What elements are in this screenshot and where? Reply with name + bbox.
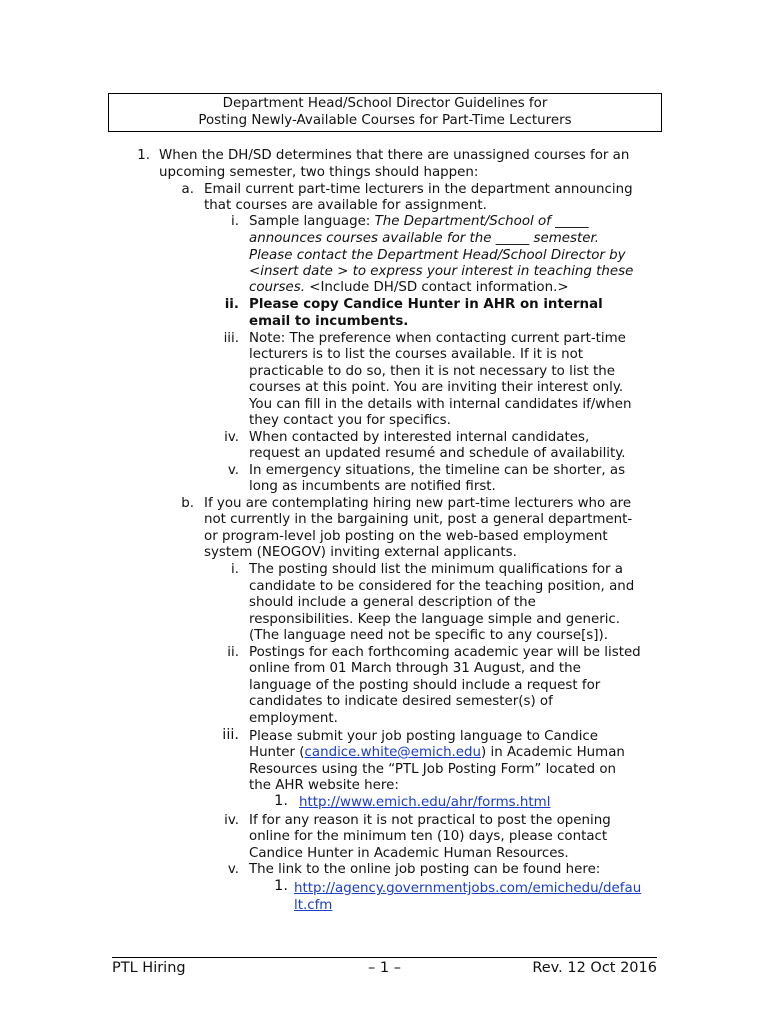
- item-b-iii-number: iii.: [222, 727, 239, 743]
- job-posting-link-line: [294, 880, 641, 897]
- ahr-forms-link[interactable]: http://www.emich.edu/ahr/forms.html: [299, 795, 551, 810]
- item-b-iii-text-line: the AHR website here:: [249, 778, 399, 793]
- item-a-iv-number: iv.: [224, 430, 239, 445]
- item-1-text-line: upcoming semester, two things should happen:: [159, 165, 479, 180]
- item-1-number: 1.: [137, 148, 150, 163]
- item-a-iii-number: iii.: [223, 331, 239, 346]
- contact-prefix: Hunter (: [249, 745, 305, 760]
- item-b-v-number: v.: [227, 862, 239, 877]
- item-b-ii-text-line: candidates to indicate desired semester(s) of: [249, 694, 553, 709]
- title-line-2: Posting Newly-Available Courses for Part-Time Lecturers: [198, 113, 572, 128]
- item-b-i-number: i.: [231, 562, 239, 577]
- item-b-iv-text-line: If for any reason it is not practical to post the opening: [249, 813, 611, 828]
- item-1-text-line: When the DH/SD determines that there are unassigned courses for an: [159, 148, 630, 163]
- item-a-text-line: Email current part-time lecturers in the department announcing: [204, 182, 633, 197]
- item-b-i-text-line: should include a general description of the: [249, 595, 536, 610]
- item-b-i-text-line: responsibilities. Keep the language simple and generic.: [249, 612, 621, 627]
- item-a-i-text-line: Please contact the Department Head/School Director by: [249, 248, 626, 263]
- job-posting-link-line: [294, 897, 332, 914]
- item-b-iv-text-line: Candice Hunter in Academic Human Resources.: [249, 846, 569, 861]
- item-a-i-text-line: announces courses available for the _____ semester.: [249, 231, 599, 246]
- item-b-ii-text-line: Postings for each forthcoming academic year will be listed: [249, 645, 641, 660]
- footer-left: PTL Hiring: [112, 960, 186, 976]
- document-title-box: [108, 93, 662, 132]
- item-b-iii-text-line: Please submit your job posting language to Candice: [249, 729, 599, 744]
- item-a-i-number: i.: [231, 214, 239, 229]
- item-a-iii-text-line: courses at this point. You are inviting their interest only.: [249, 380, 624, 395]
- footer-divider: [112, 957, 657, 958]
- item-a-ii-number: ii.: [224, 297, 239, 312]
- item-b-v-1-number: 1.: [274, 878, 288, 894]
- contact-info-note: <Include DH/SD contact information.>: [305, 280, 569, 295]
- item-a-iii-text-line: You can fill in the details with internal candidates if/when: [249, 397, 632, 412]
- item-b-i-text-line: candidate to be considered for the teaching position, and: [249, 579, 635, 594]
- item-b-ii-text-line: online from 01 March through 31 August, and the: [249, 661, 581, 676]
- item-b-i-text-line: The posting should list the minimum qualifications for a: [249, 562, 624, 577]
- item-a-text-line: that courses are available for assignment.: [204, 198, 487, 213]
- sample-language-italic: courses.: [249, 280, 305, 295]
- sample-language-label: Sample language:: [249, 214, 375, 229]
- footer-page-number: – 1 –: [368, 960, 401, 976]
- item-b-v-text-line: The link to the online job posting can be found here:: [249, 862, 601, 877]
- item-a-iv-text-line: request an updated resumé and schedule of availability.: [249, 446, 626, 461]
- item-a-v-text-line: long as incumbents are notified first.: [249, 479, 496, 494]
- item-a-iv-text-line: When contacted by interested internal candidates,: [249, 430, 590, 445]
- item-a-iii-text-line: Note: The preference when contacting current part-time: [249, 331, 626, 346]
- job-posting-link-continued[interactable]: lt.cfm: [294, 898, 333, 913]
- forms-link-line: [299, 794, 550, 811]
- item-a-number: a.: [181, 182, 194, 197]
- item-a-v-number: v.: [227, 463, 239, 478]
- item-a-i-text-line: [249, 279, 569, 296]
- item-b-iii-1-number: 1.: [274, 793, 288, 809]
- title-line-1: Department Head/School Director Guidelines for: [222, 96, 548, 111]
- item-b-iv-text-line: online for the minimum ten (10) days, please contact: [249, 829, 608, 844]
- job-posting-link[interactable]: http://agency.governmentjobs.com/emichedu/defau: [294, 881, 642, 896]
- item-b-iv-number: iv.: [224, 813, 239, 828]
- item-b-ii-text-line: employment.: [249, 711, 338, 726]
- item-a-i-text-line: [249, 213, 589, 230]
- contact-suffix: ) in Academic Human: [481, 745, 625, 760]
- item-b-text-line: system (NEOGOV) inviting external applicants.: [204, 545, 517, 560]
- item-a-iii-text-line: practicable to do so, then it is not necessary to list the: [249, 364, 616, 379]
- item-a-v-text-line: In emergency situations, the timeline can be shorter, as: [249, 463, 626, 478]
- item-a-ii-text-line: email to incumbents.: [249, 314, 409, 329]
- footer-revision: Rev. 12 Oct 2016: [532, 960, 657, 976]
- email-link[interactable]: candice.white@emich.edu: [304, 745, 482, 760]
- item-b-number: b.: [181, 496, 194, 511]
- item-b-text-line: or program-level job posting on the web-based employment: [204, 529, 608, 544]
- item-b-ii-number: ii.: [227, 645, 239, 660]
- item-a-i-text-line: <insert date > to express your interest in teaching these: [249, 264, 634, 279]
- item-b-iii-text-line: [249, 744, 625, 761]
- item-b-i-text-line: (The language need not be specific to any course[s]).: [249, 628, 608, 643]
- item-a-ii-text-line: Please copy Candice Hunter in AHR on internal: [249, 297, 603, 312]
- item-b-ii-text-line: language of the posting should include a request for: [249, 678, 601, 693]
- item-b-iii-text-line: Resources using the “PTL Job Posting Form” located on: [249, 762, 617, 777]
- item-a-iii-text-line: they contact you for specifics.: [249, 413, 451, 428]
- item-b-text-line: not currently in the bargaining unit, post a general department-: [204, 512, 633, 527]
- sample-language-italic: The Department/School of _____: [374, 214, 589, 229]
- item-b-text-line: If you are contemplating hiring new part-time lecturers who are: [204, 496, 632, 511]
- item-a-iii-text-line: lecturers is to list the courses available. If it is not: [249, 347, 584, 362]
